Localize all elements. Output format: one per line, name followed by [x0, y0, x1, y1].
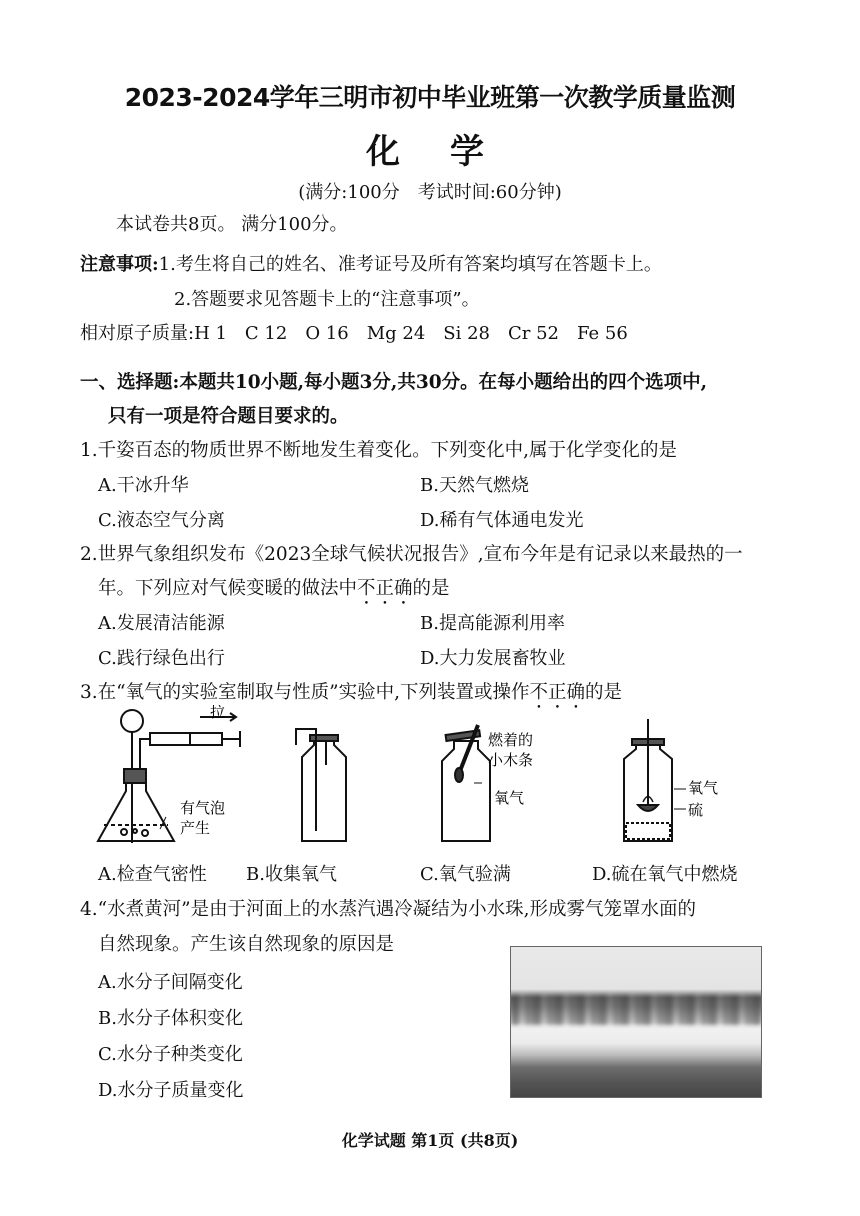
fig-c-splint-label-1: 燃着的 — [488, 731, 534, 749]
q3-stem-end: 的是 — [584, 682, 622, 703]
fig-c-oxygen-label: 氧气 — [494, 789, 525, 807]
q3-apparatus-figure — [90, 705, 770, 855]
q2-option-a: A.发展清洁能源 — [98, 613, 225, 634]
page-footer: 化学试题 第1页 (共8页) — [341, 1131, 519, 1150]
fig-d-spoon — [638, 805, 658, 811]
q2-emphasis: 不正确 — [357, 578, 413, 599]
note-1: 1.考生将自己的姓名、准考证号及所有答案均填写在答题卡上。 — [158, 254, 662, 275]
q1-option-a: A.干冰升华 — [98, 475, 189, 496]
fig-d-sulfur-label: 硫 — [688, 801, 704, 819]
q4-option-b: B.水分子体积变化 — [98, 1008, 243, 1029]
question-1-stem: 1.千姿百态的物质世界不断地发生着变化。下列变化中,属于化学变化的是 — [80, 440, 678, 461]
fig-a-syringe — [150, 733, 222, 745]
q3-option-d: D.硫在氧气中燃烧 — [592, 864, 738, 885]
fig-d-sulfur-combustion — [624, 719, 686, 841]
q2-option-b: B.提高能源利用率 — [420, 613, 565, 634]
question-4-stem-line-2: 自然现象。产生该自然现象的原因是 — [98, 934, 395, 955]
fig-a-stopper — [124, 769, 146, 783]
fig-d-oxygen-label: 氧气 — [688, 779, 719, 797]
notes-label: 注意事项: — [80, 254, 159, 275]
fig-c-oxygen-verification — [442, 725, 490, 841]
fig-b-gas-collection — [296, 729, 346, 841]
section-heading-line-2: 只有一项是符合题目要求的。 — [108, 406, 349, 427]
fig-a-bubble-label-1: 有气泡 — [180, 799, 226, 817]
q1-option-b: B.天然气燃烧 — [420, 475, 529, 496]
q3-option-b: B.收集氧气 — [246, 864, 337, 885]
q2-stem-end: 的是 — [412, 578, 450, 599]
q1-option-d: D.稀有气体通电发光 — [420, 510, 584, 531]
notes-line-1 — [80, 250, 662, 276]
subject-title: 化学 — [366, 132, 534, 172]
q3-stem-text: 3.在“氧气的实验室制取与性质”实验中,下列装置或操作 — [80, 682, 530, 703]
section-heading-line-1: 一、选择题:本题共10小题,每小题3分,共30分。在每小题给出的四个选项中, — [80, 372, 708, 393]
page-count-line: 本试卷共8页。 满分100分。 — [116, 214, 348, 235]
river-fog-photo — [510, 946, 762, 1098]
exam-meta: (满分:100分 考试时间:60分钟) — [298, 182, 562, 203]
q3-emphasis: 不正确 — [529, 682, 585, 703]
q4-option-c: C.水分子种类变化 — [98, 1044, 243, 1065]
q2-option-d: D.大力发展畜牧业 — [420, 648, 566, 669]
atomic-mass-line: 相对原子质量:H 1 C 12 O 16 Mg 24 Si 28 Cr 52 Fe 56 — [80, 323, 628, 344]
exam-title: 2023-2024学年三明市初中毕业班第一次教学质量监测 — [124, 83, 736, 112]
fig-a-funnel-bulb — [121, 710, 143, 732]
q3-option-a: A.检查气密性 — [98, 864, 207, 885]
q4-option-d: D.水分子质量变化 — [98, 1080, 244, 1101]
q4-option-a: A.水分子间隔变化 — [98, 972, 243, 993]
q1-option-c: C.液态空气分离 — [98, 510, 225, 531]
question-2-stem-line-1: 2.世界气象组织发布《2023全球气候状况报告》,宣布今年是有记录以来最热的一 — [80, 544, 743, 565]
fig-a-airtightness-check — [98, 710, 240, 843]
fig-c-splint-label-2: 小木条 — [488, 751, 534, 769]
fig-a-bubble-label-2: 产生 — [180, 819, 211, 837]
q2-option-c: C.践行绿色出行 — [98, 648, 225, 669]
question-2-stem-line-2 — [98, 574, 450, 609]
fig-b-bottle — [302, 739, 346, 841]
question-4-stem-line-1: 4.“水煮黄河”是由于河面上的水蒸汽遇冷凝结为小水珠,形成雾气笼罩水面的 — [80, 899, 696, 920]
fig-a-pull-label: 拉 — [210, 705, 226, 721]
note-2: 2.答题要求见答题卡上的“注意事项”。 — [174, 289, 480, 310]
q2-stem-text: 年。下列应对气候变暖的做法中 — [98, 578, 358, 599]
q3-option-c: C.氧气验满 — [420, 864, 511, 885]
